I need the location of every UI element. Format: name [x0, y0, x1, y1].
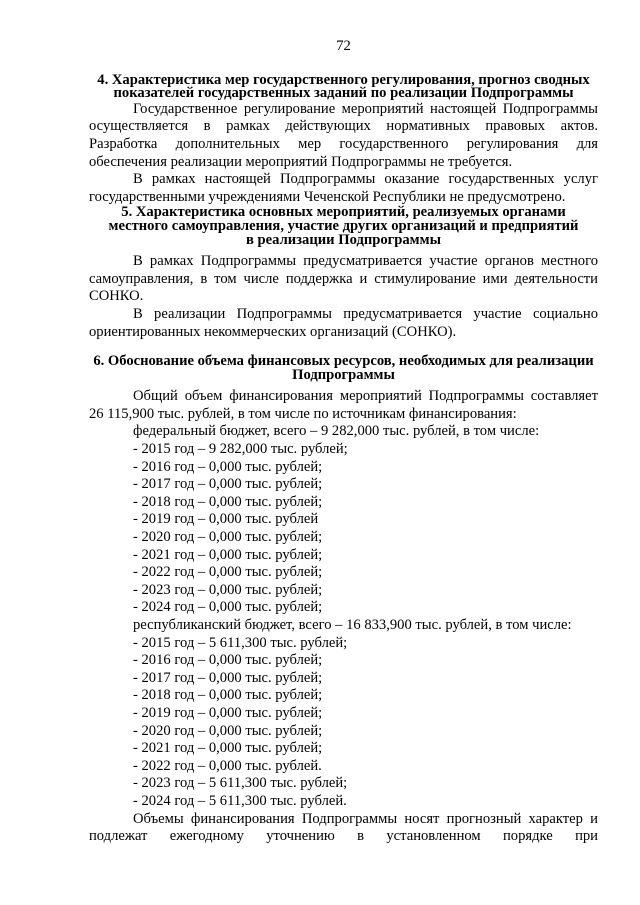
list-item: - 2021 год – 0,000 тыс. рублей;: [133, 740, 323, 757]
list-item: - 2024 год – 0,000 тыс. рублей;: [133, 599, 323, 616]
list-item: - 2018 год – 0,000 тыс. рублей;: [133, 493, 323, 510]
section4-heading-line1: 4. Характеристика мер государственного регулирования, прогноз сводных: [97, 71, 590, 88]
federal-budget-heading: федеральный бюджет, всего – 9 282,000 тыс. рублей, в том числе:: [133, 423, 540, 440]
federal-budget-list: [89, 441, 598, 617]
section6-heading: [89, 355, 598, 382]
section6-heading-line2: Подпрограммы: [292, 366, 395, 383]
republic-budget-list: [89, 635, 598, 811]
section4-paragraph-2: В рамках настоящей Подпрограммы оказание государственных услуг государственными учреждениями Чеченской Республики не предусмотрено.: [89, 171, 598, 205]
page-number: 72: [336, 38, 351, 54]
section4-paragraph-1: Государственное регулирование мероприятий настоящей Подпрограммы осуществляется в рамках действующих нормативных правовых актов. Разработка дополнительных мер государственного регулирования для обеспечения реализации мероприятий Подпрограммы не требуется.: [89, 100, 598, 170]
section5-heading: [89, 206, 598, 247]
list-item: - 2019 год – 0,000 тыс. рублей: [133, 511, 319, 528]
section5-paragraph-1: В рамках Подпрограммы предусматривается участие органов местного самоуправления, в том числе поддержка и стимулирование ими деятельности СОНКО.: [89, 253, 598, 305]
section6-intro: Общий объем финансирования мероприятий Подпрограммы составляет 26 115,900 тыс. рублей, в том числе по источникам финансирования:: [89, 388, 598, 422]
list-item: - 2020 год – 0,000 тыс. рублей;: [133, 722, 323, 739]
list-item: - 2017 год – 0,000 тыс. рублей;: [133, 669, 323, 686]
list-item: - 2016 год – 0,000 тыс. рублей;: [133, 652, 323, 669]
list-item: - 2023 год – 5 611,300 тыс. рублей;: [133, 775, 348, 792]
section4-heading: [89, 71, 598, 102]
list-item: - 2022 год – 0,000 тыс. рублей.: [133, 757, 322, 774]
list-item: - 2015 год – 9 282,000 тыс. рублей;: [133, 441, 348, 458]
list-item: - 2015 год – 5 611,300 тыс. рублей;: [133, 634, 348, 651]
list-item: - 2016 год – 0,000 тыс. рублей;: [133, 458, 323, 475]
list-item: - 2020 год – 0,000 тыс. рублей;: [133, 529, 323, 546]
section5-heading-line1: 5. Характеристика основных мероприятий, реализуемых органами: [121, 204, 566, 221]
section6-heading-line1: 6. Обоснование объема финансовых ресурсов, необходимых для реализации: [93, 353, 594, 370]
list-item: - 2024 год – 5 611,300 тыс. рублей.: [133, 792, 347, 809]
section5-paragraph-2: В реализации Подпрограммы предусматривается участие социально ориентированных некоммерческих организаций (СОНКО).: [89, 305, 598, 340]
section5-heading-line2: местного самоуправления, участие других организаций и предприятий: [108, 217, 579, 234]
republic-budget-heading: республиканский бюджет, всего – 16 833,900 тыс. рублей, в том числе:: [133, 617, 572, 633]
list-item: - 2018 год – 0,000 тыс. рублей;: [133, 687, 323, 704]
list-item: - 2021 год – 0,000 тыс. рублей;: [133, 546, 323, 563]
list-item: - 2022 год – 0,000 тыс. рублей;: [133, 564, 323, 581]
section5-heading-line3: в реализации Подпрограммы: [246, 231, 441, 248]
list-item: - 2017 год – 0,000 тыс. рублей;: [133, 476, 323, 493]
closing-paragraph: Объемы финансирования Подпрограммы носят прогнозный характер и подлежат ежегодному уточнению в установленном порядке при: [89, 810, 598, 845]
list-item: - 2019 год – 0,000 тыс. рублей;: [133, 704, 323, 721]
section4-heading-line2: показателей государственных заданий по реализации Подпрограммы: [113, 85, 574, 102]
list-item: - 2023 год – 0,000 тыс. рублей;: [133, 581, 323, 598]
